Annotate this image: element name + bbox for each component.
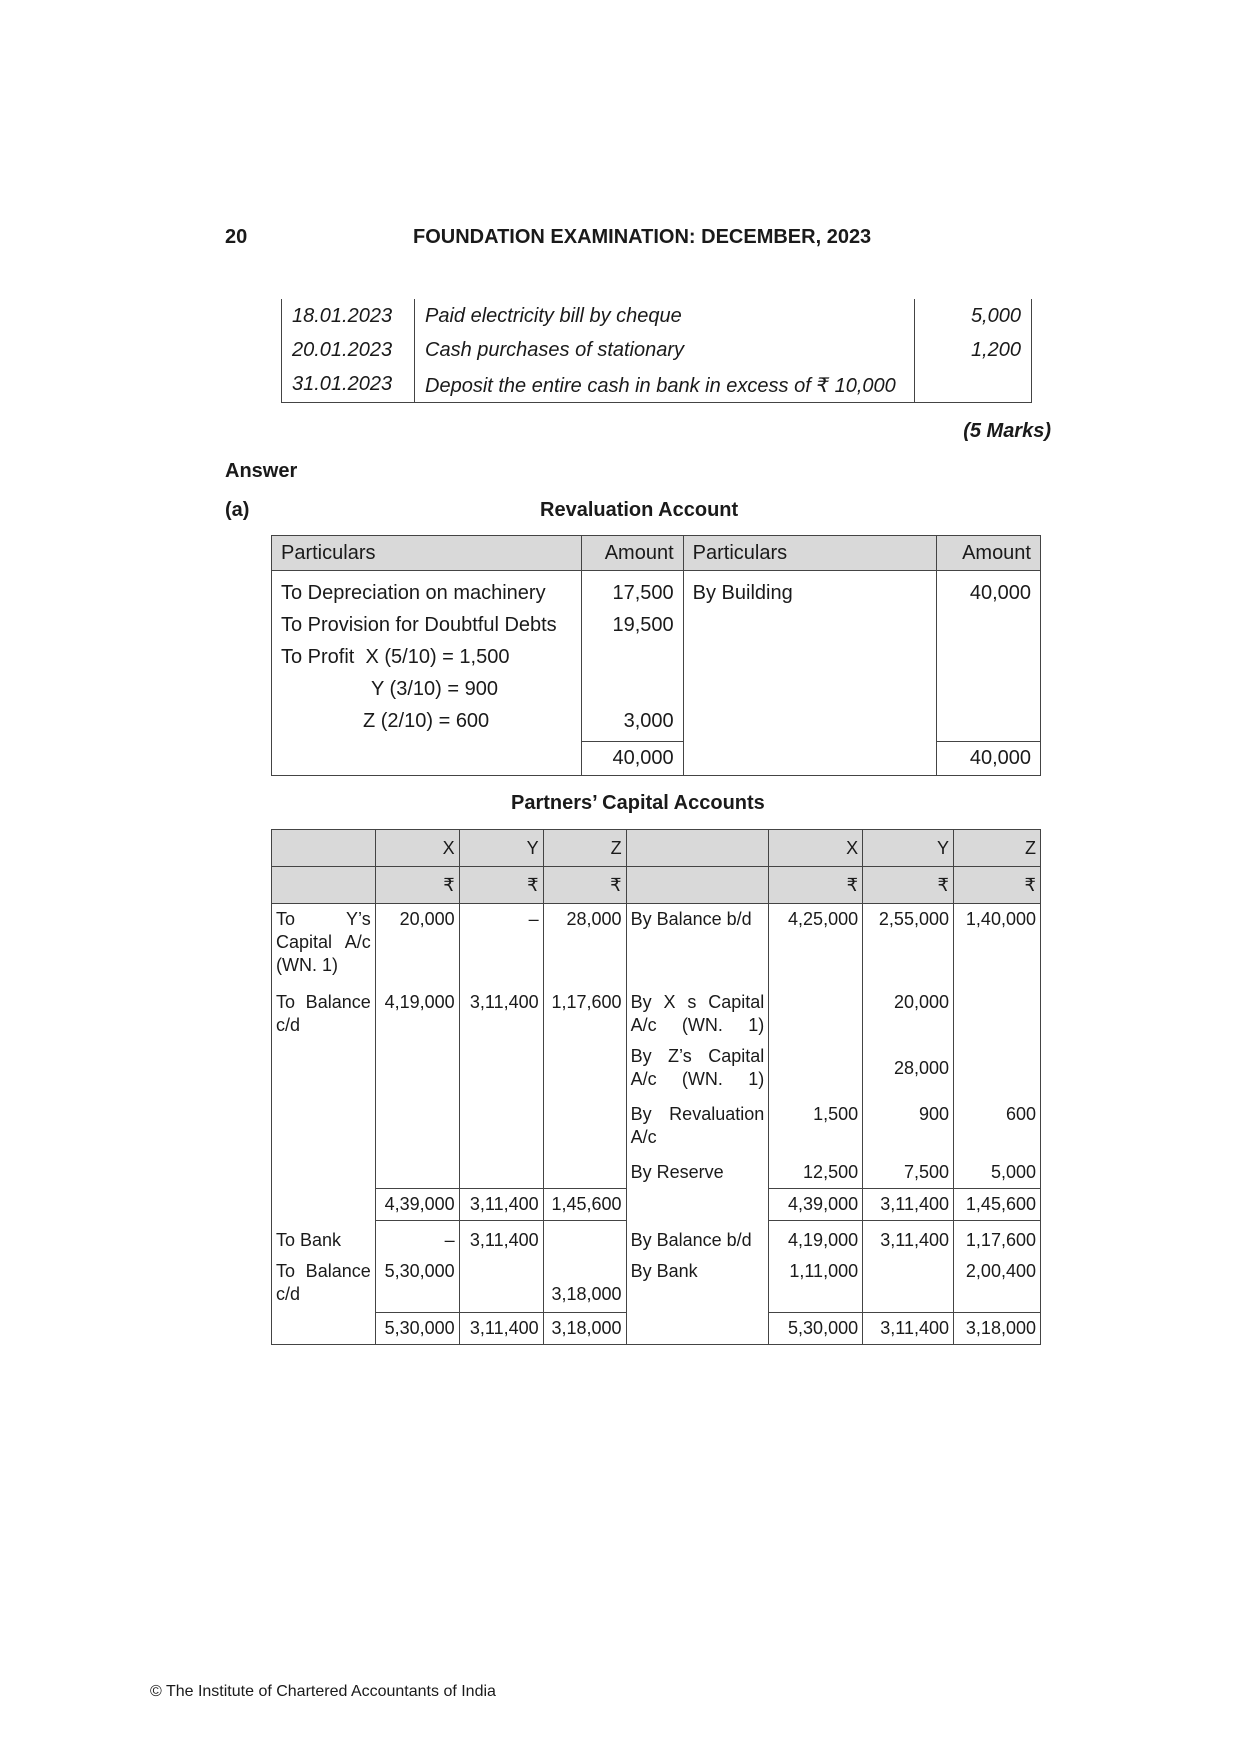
table-row — [282, 299, 1032, 333]
cr-particulars: By Bank — [626, 1256, 769, 1312]
building-amount: 40,000 — [969, 582, 1031, 604]
total-credit: 40,000 — [937, 742, 1041, 776]
table-row — [272, 904, 1041, 982]
total-cell: 1,45,600 — [543, 1189, 626, 1221]
provision-label: To Provision for Doubtful Debts — [281, 614, 557, 636]
total-cell: 1,45,600 — [954, 1189, 1041, 1221]
value-cell: 28,000 — [543, 904, 626, 982]
cr-particulars: By Reserve — [626, 1153, 769, 1189]
amount-cell: 1,200 — [915, 333, 1032, 367]
header-y: Y — [459, 830, 543, 867]
total-cell: 5,30,000 — [769, 1312, 863, 1344]
credit-amounts — [937, 571, 1041, 742]
value-cell: 3,11,400 — [863, 1221, 954, 1257]
dr-particulars: To Bank — [272, 1221, 376, 1257]
cr-particulars: By Revaluation A/c — [626, 1095, 769, 1153]
value-cell: 3,18,000 — [543, 1256, 626, 1312]
value-cell: 12,500 — [769, 1153, 863, 1189]
table-row — [272, 1095, 1041, 1153]
debit-amounts — [581, 571, 683, 742]
revaluation-title: Revaluation Account — [540, 499, 739, 521]
value-cell: 1,17,600 — [543, 981, 626, 1041]
depreciation-label: To Depreciation on machinery — [281, 582, 546, 604]
building-label: By Building — [692, 582, 793, 604]
footer-copyright: © The Institute of Chartered Accountants of India — [150, 1683, 496, 1700]
total-cell: 4,39,000 — [375, 1189, 459, 1221]
value-cell: – — [375, 1221, 459, 1257]
table-row — [272, 1041, 1041, 1095]
question-table — [281, 299, 1032, 403]
profit-amount: 3,000 — [623, 710, 674, 732]
profit-y-label: Y (3/10) = 900 — [371, 678, 498, 700]
value-cell: 20,000 — [863, 981, 954, 1041]
total-cell: 3,11,400 — [459, 1312, 543, 1344]
page-title: FOUNDATION EXAMINATION: DECEMBER, 2023 — [413, 226, 872, 248]
date-cell: 20.01.2023 — [282, 333, 415, 367]
value-cell — [769, 981, 863, 1041]
value-cell: 7,500 — [863, 1153, 954, 1189]
date-cell: 18.01.2023 — [282, 299, 415, 333]
value-cell: 3,11,400 — [459, 1221, 543, 1257]
value-cell: 1,11,000 — [769, 1256, 863, 1312]
rupee-symbol: ₹ — [543, 867, 626, 904]
header-particulars: Particulars — [683, 536, 936, 571]
capital-title: Partners’ Capital Accounts — [511, 792, 765, 814]
currency-row — [272, 867, 1041, 904]
value-cell: 1,17,600 — [954, 1221, 1041, 1257]
cr-particulars: By Z’s Capital A/c (WN. 1) — [626, 1041, 769, 1095]
header-z: Z — [954, 830, 1041, 867]
total-cell: 3,18,000 — [543, 1312, 626, 1344]
header-amount: Amount — [937, 536, 1041, 571]
total-cell: 3,11,400 — [863, 1312, 954, 1344]
cr-particulars: By Balance b/d — [626, 904, 769, 982]
rupee-symbol: ₹ — [459, 867, 543, 904]
part-label: (a) — [225, 499, 250, 521]
value-cell: 600 — [954, 1095, 1041, 1153]
table-row — [272, 981, 1041, 1041]
cr-particulars: By Balance b/d — [626, 1221, 769, 1257]
dr-particulars: To Y’s Capital A/c (WN. 1) — [272, 904, 376, 982]
value-cell — [863, 1256, 954, 1312]
marks-label: (5 Marks) — [963, 420, 1051, 442]
total-row — [272, 1312, 1041, 1344]
total-cell: 3,18,000 — [954, 1312, 1041, 1344]
value-cell — [954, 1041, 1041, 1095]
value-cell — [459, 1256, 543, 1312]
value-cell — [954, 981, 1041, 1041]
date-cell: 31.01.2023 — [282, 367, 415, 403]
total-debit: 40,000 — [581, 742, 683, 776]
rupee-symbol: ₹ — [769, 867, 863, 904]
capital-table — [271, 829, 1041, 1345]
value-cell: 5,000 — [954, 1153, 1041, 1189]
profit-z-label: Z (2/10) = 600 — [363, 710, 490, 732]
amount-cell — [915, 367, 1032, 403]
amount-cell: 5,000 — [915, 299, 1032, 333]
total-row — [272, 1189, 1041, 1221]
value-cell — [543, 1221, 626, 1257]
total-row — [272, 742, 1041, 776]
header-y: Y — [863, 830, 954, 867]
header-z: Z — [543, 830, 626, 867]
value-cell: 1,500 — [769, 1095, 863, 1153]
value-cell: 4,19,000 — [375, 981, 459, 1041]
value-cell — [769, 1041, 863, 1095]
debit-particulars — [272, 571, 582, 742]
value-cell: 2,00,400 — [954, 1256, 1041, 1312]
rupee-symbol: ₹ — [954, 867, 1041, 904]
value-cell: 2,55,000 — [863, 904, 954, 982]
table-row — [272, 1153, 1041, 1189]
header-amount: Amount — [581, 536, 683, 571]
dr-particulars: To Balance c/d — [272, 1256, 376, 1312]
header-particulars: Particulars — [272, 536, 582, 571]
value-cell: 900 — [863, 1095, 954, 1153]
value-cell: 4,25,000 — [769, 904, 863, 982]
table-header-row — [272, 536, 1041, 571]
particulars-cell: Cash purchases of stationary — [415, 333, 915, 367]
value-cell: 3,11,400 — [459, 981, 543, 1041]
credit-particulars — [683, 571, 936, 742]
dr-particulars: To Balance c/d — [272, 981, 376, 1041]
revaluation-table — [271, 535, 1041, 776]
value-cell: 28,000 — [863, 1041, 954, 1095]
cr-particulars: By X s Capital A/c (WN. 1) — [626, 981, 769, 1041]
table-header-row — [272, 830, 1041, 867]
total-cell: 5,30,000 — [375, 1312, 459, 1344]
total-cell: 4,39,000 — [769, 1189, 863, 1221]
table-row — [272, 571, 1041, 742]
rupee-symbol: ₹ — [863, 867, 954, 904]
table-row — [272, 1256, 1041, 1312]
value-cell: 20,000 — [375, 904, 459, 982]
value-cell: – — [459, 904, 543, 982]
provision-amount: 19,500 — [612, 614, 674, 636]
particulars-cell: Paid electricity bill by cheque — [415, 299, 915, 333]
depreciation-amount: 17,500 — [612, 582, 674, 604]
total-cell: 3,11,400 — [863, 1189, 954, 1221]
answer-heading: Answer — [225, 460, 298, 482]
particulars-cell: Deposit the entire cash in bank in excess of ₹ 10,000 — [415, 367, 915, 403]
profit-x-label: To Profit X (5/10) = 1,500 — [281, 646, 510, 668]
total-cell: 3,11,400 — [459, 1189, 543, 1221]
rupee-symbol: ₹ — [375, 867, 459, 904]
header-x: X — [375, 830, 459, 867]
table-row — [272, 1221, 1041, 1257]
table-row — [282, 333, 1032, 367]
value-cell: 1,40,000 — [954, 904, 1041, 982]
value-cell: 5,30,000 — [375, 1256, 459, 1312]
value-cell: 4,19,000 — [769, 1221, 863, 1257]
header-x: X — [769, 830, 863, 867]
page-number: 20 — [225, 226, 248, 248]
table-row — [282, 367, 1032, 403]
